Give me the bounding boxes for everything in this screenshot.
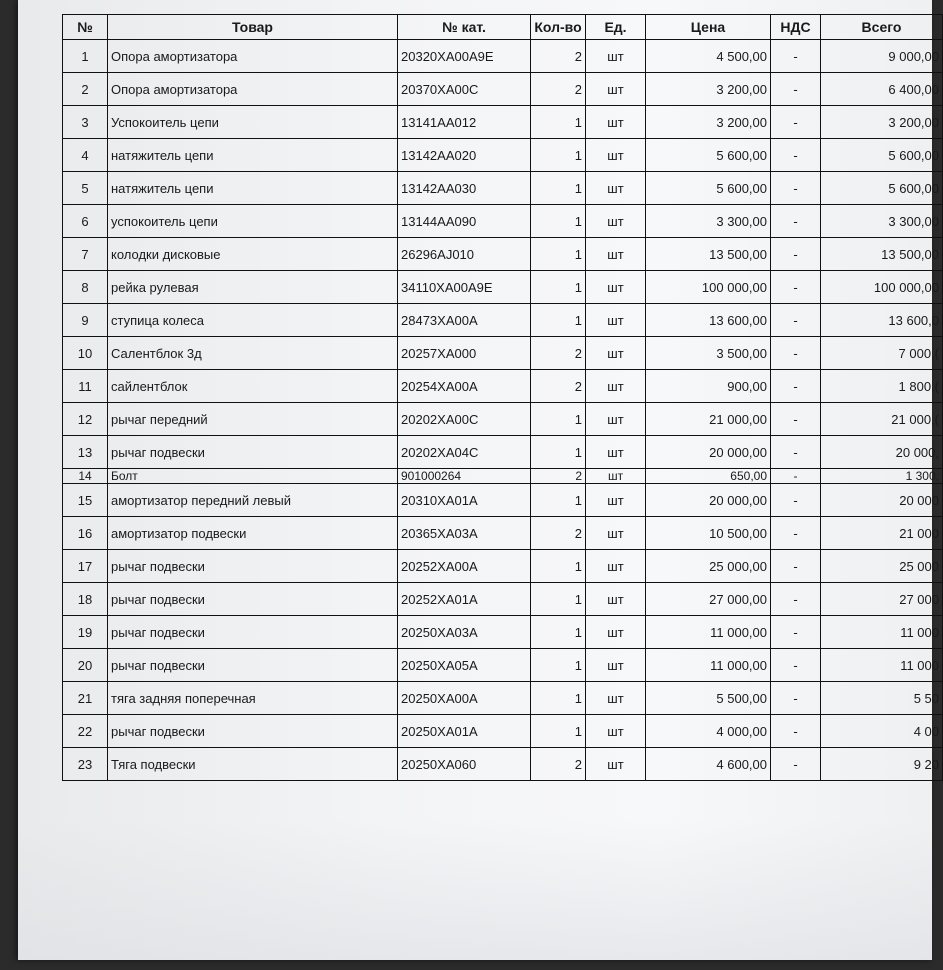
cell-vat: - — [771, 748, 821, 781]
cell-total: 6 400,00 — [821, 73, 943, 106]
cell-total: 4 00 — [821, 715, 943, 748]
cell-vat: - — [771, 139, 821, 172]
cell-price: 25 000,00 — [646, 550, 771, 583]
cell-total: 21 000,( — [821, 403, 943, 436]
cell-name: Успокоитель цепи — [108, 106, 398, 139]
cell-catalog: 20250XA060 — [398, 748, 531, 781]
cell-unit: шт — [586, 649, 646, 682]
cell-name: рычаг подвески — [108, 715, 398, 748]
cell-no: 23 — [63, 748, 108, 781]
table-row — [63, 550, 943, 583]
cell-unit: шт — [586, 583, 646, 616]
cell-unit: шт — [586, 517, 646, 550]
table-row — [63, 583, 943, 616]
cell-name: рычаг подвески — [108, 616, 398, 649]
cell-name: рычаг подвески — [108, 583, 398, 616]
cell-catalog: 20250XA01A — [398, 715, 531, 748]
cell-price: 3 200,00 — [646, 106, 771, 139]
cell-unit: шт — [586, 484, 646, 517]
cell-qty: 1 — [531, 304, 586, 337]
cell-price: 900,00 — [646, 370, 771, 403]
cell-qty: 1 — [531, 682, 586, 715]
cell-name: сайлентблок — [108, 370, 398, 403]
cell-no: 2 — [63, 73, 108, 106]
cell-qty: 1 — [531, 205, 586, 238]
cell-name: Болт — [108, 469, 398, 484]
cell-price: 4 000,00 — [646, 715, 771, 748]
cell-price: 650,00 — [646, 469, 771, 484]
table-row — [63, 484, 943, 517]
cell-qty: 1 — [531, 649, 586, 682]
cell-total: 3 200,00 — [821, 106, 943, 139]
cell-total: 1 800,( — [821, 370, 943, 403]
cell-total: 20 000, — [821, 436, 943, 469]
cell-price: 10 500,00 — [646, 517, 771, 550]
cell-price: 3 300,00 — [646, 205, 771, 238]
cell-no: 22 — [63, 715, 108, 748]
cell-price: 4 500,00 — [646, 40, 771, 73]
header-total: Всего — [821, 15, 943, 40]
cell-vat: - — [771, 550, 821, 583]
cell-qty: 2 — [531, 40, 586, 73]
header-price: Цена — [646, 15, 771, 40]
cell-vat: - — [771, 271, 821, 304]
cell-vat: - — [771, 682, 821, 715]
cell-no: 17 — [63, 550, 108, 583]
cell-catalog: 20202XA04C — [398, 436, 531, 469]
cell-catalog: 26296AJ010 — [398, 238, 531, 271]
table-row — [63, 436, 943, 469]
cell-name: рычаг подвески — [108, 550, 398, 583]
cell-total: 5 50 — [821, 682, 943, 715]
cell-catalog: 20257XA000 — [398, 337, 531, 370]
cell-vat: - — [771, 403, 821, 436]
cell-catalog: 34110XA00A9E — [398, 271, 531, 304]
cell-qty: 1 — [531, 238, 586, 271]
cell-qty: 1 — [531, 403, 586, 436]
table-row — [63, 139, 943, 172]
table-row — [63, 40, 943, 73]
cell-vat: - — [771, 583, 821, 616]
cell-name: колодки дисковые — [108, 238, 398, 271]
cell-unit: шт — [586, 40, 646, 73]
cell-name: рычаг подвески — [108, 649, 398, 682]
cell-unit: шт — [586, 73, 646, 106]
cell-no: 3 — [63, 106, 108, 139]
cell-no: 18 — [63, 583, 108, 616]
cell-no: 12 — [63, 403, 108, 436]
cell-qty: 2 — [531, 748, 586, 781]
cell-catalog: 20252XA00A — [398, 550, 531, 583]
cell-unit: шт — [586, 304, 646, 337]
cell-qty: 2 — [531, 73, 586, 106]
cell-vat: - — [771, 469, 821, 484]
header-unit: Ед. — [586, 15, 646, 40]
cell-qty: 1 — [531, 106, 586, 139]
cell-qty: 2 — [531, 370, 586, 403]
cell-unit: шт — [586, 550, 646, 583]
table-row — [63, 682, 943, 715]
cell-total: 27 000 — [821, 583, 943, 616]
header-row — [63, 15, 943, 40]
cell-unit: шт — [586, 403, 646, 436]
cell-catalog: 20252XA01A — [398, 583, 531, 616]
cell-catalog: 20250XA03A — [398, 616, 531, 649]
cell-price: 20 000,00 — [646, 436, 771, 469]
cell-total: 5 600,00 — [821, 172, 943, 205]
cell-unit: шт — [586, 469, 646, 484]
header-name: Товар — [108, 15, 398, 40]
table-row — [63, 205, 943, 238]
cell-qty: 2 — [531, 469, 586, 484]
cell-no: 5 — [63, 172, 108, 205]
cell-name: рычаг подвески — [108, 436, 398, 469]
table-row — [63, 238, 943, 271]
cell-total: 20 000 — [821, 484, 943, 517]
cell-total: 7 000,( — [821, 337, 943, 370]
cell-unit: шт — [586, 139, 646, 172]
cell-vat: - — [771, 172, 821, 205]
cell-price: 3 200,00 — [646, 73, 771, 106]
cell-total: 9 000,00 — [821, 40, 943, 73]
cell-price: 11 000,00 — [646, 649, 771, 682]
cell-unit: шт — [586, 370, 646, 403]
cell-catalog: 13141AA012 — [398, 106, 531, 139]
cell-no: 16 — [63, 517, 108, 550]
cell-price: 5 600,00 — [646, 172, 771, 205]
cell-catalog: 20310XA01A — [398, 484, 531, 517]
cell-no: 19 — [63, 616, 108, 649]
table-row — [63, 172, 943, 205]
cell-qty: 1 — [531, 436, 586, 469]
cell-no: 15 — [63, 484, 108, 517]
cell-vat: - — [771, 337, 821, 370]
cell-unit: шт — [586, 106, 646, 139]
cell-vat: - — [771, 616, 821, 649]
cell-no: 13 — [63, 436, 108, 469]
table-row — [63, 337, 943, 370]
cell-total: 5 600,00 — [821, 139, 943, 172]
cell-qty: 1 — [531, 583, 586, 616]
table-row — [63, 403, 943, 436]
cell-catalog: 20202XA00C — [398, 403, 531, 436]
table-row — [63, 304, 943, 337]
cell-no: 6 — [63, 205, 108, 238]
header-qty: Кол-во — [531, 15, 586, 40]
cell-no: 8 — [63, 271, 108, 304]
cell-unit: шт — [586, 436, 646, 469]
cell-no: 7 — [63, 238, 108, 271]
cell-vat: - — [771, 238, 821, 271]
cell-total: 3 300,00 — [821, 205, 943, 238]
cell-catalog: 20250XA05A — [398, 649, 531, 682]
cell-unit: шт — [586, 715, 646, 748]
cell-price: 5 500,00 — [646, 682, 771, 715]
cell-price: 13 600,00 — [646, 304, 771, 337]
cell-vat: - — [771, 484, 821, 517]
cell-unit: шт — [586, 238, 646, 271]
cell-vat: - — [771, 370, 821, 403]
cell-vat: - — [771, 73, 821, 106]
cell-unit: шт — [586, 205, 646, 238]
cell-no: 4 — [63, 139, 108, 172]
cell-qty: 1 — [531, 715, 586, 748]
table-row — [63, 517, 943, 550]
cell-name: Салентблок 3д — [108, 337, 398, 370]
cell-total: 13 600,0 — [821, 304, 943, 337]
cell-price: 20 000,00 — [646, 484, 771, 517]
cell-name: Опора амортизатора — [108, 40, 398, 73]
cell-vat: - — [771, 304, 821, 337]
cell-qty: 2 — [531, 517, 586, 550]
header-vat: НДС — [771, 15, 821, 40]
cell-unit: шт — [586, 616, 646, 649]
cell-qty: 1 — [531, 172, 586, 205]
cell-no: 9 — [63, 304, 108, 337]
cell-price: 3 500,00 — [646, 337, 771, 370]
cell-price: 21 000,00 — [646, 403, 771, 436]
invoice-table — [62, 14, 943, 781]
cell-catalog: 20320XA00A9E — [398, 40, 531, 73]
cell-qty: 2 — [531, 337, 586, 370]
cell-name: натяжитель цепи — [108, 139, 398, 172]
cell-catalog: 13142AA020 — [398, 139, 531, 172]
cell-unit: шт — [586, 271, 646, 304]
cell-name: успокоитель цепи — [108, 205, 398, 238]
cell-vat: - — [771, 40, 821, 73]
cell-no: 10 — [63, 337, 108, 370]
cell-total: 11 000 — [821, 649, 943, 682]
cell-qty: 1 — [531, 139, 586, 172]
header-catalog: № кат. — [398, 15, 531, 40]
cell-total: 1 300, — [821, 469, 943, 484]
cell-unit: шт — [586, 682, 646, 715]
table-row — [63, 715, 943, 748]
cell-catalog: 13144AA090 — [398, 205, 531, 238]
cell-name: Опора амортизатора — [108, 73, 398, 106]
cell-unit: шт — [586, 748, 646, 781]
table-row — [63, 271, 943, 304]
cell-name: рычаг передний — [108, 403, 398, 436]
table-row — [63, 73, 943, 106]
header-no: № — [63, 15, 108, 40]
cell-vat: - — [771, 517, 821, 550]
cell-unit: шт — [586, 172, 646, 205]
cell-vat: - — [771, 436, 821, 469]
cell-name: натяжитель цепи — [108, 172, 398, 205]
table-row — [63, 748, 943, 781]
cell-price: 13 500,00 — [646, 238, 771, 271]
cell-total: 100 000,00 — [821, 271, 943, 304]
cell-catalog: 20365XA03A — [398, 517, 531, 550]
cell-name: ступица колеса — [108, 304, 398, 337]
table-row — [63, 616, 943, 649]
cell-price: 11 000,00 — [646, 616, 771, 649]
cell-catalog: 13142AA030 — [398, 172, 531, 205]
cell-vat: - — [771, 649, 821, 682]
cell-no: 11 — [63, 370, 108, 403]
cell-total: 9 20 — [821, 748, 943, 781]
cell-price: 5 600,00 — [646, 139, 771, 172]
cell-vat: - — [771, 106, 821, 139]
cell-catalog: 20370XA00C — [398, 73, 531, 106]
cell-qty: 1 — [531, 484, 586, 517]
cell-total: 21 000 — [821, 517, 943, 550]
cell-catalog: 20254XA00A — [398, 370, 531, 403]
cell-price: 4 600,00 — [646, 748, 771, 781]
cell-catalog: 901000264 — [398, 469, 531, 484]
cell-unit: шт — [586, 337, 646, 370]
cell-name: амортизатор подвески — [108, 517, 398, 550]
cell-catalog: 20250XA00A — [398, 682, 531, 715]
cell-name: рейка рулевая — [108, 271, 398, 304]
cell-price: 100 000,00 — [646, 271, 771, 304]
cell-no: 20 — [63, 649, 108, 682]
cell-name: тяга задняя поперечная — [108, 682, 398, 715]
cell-no: 21 — [63, 682, 108, 715]
cell-qty: 1 — [531, 271, 586, 304]
cell-catalog: 28473XA00A — [398, 304, 531, 337]
cell-qty: 1 — [531, 616, 586, 649]
table-row — [63, 370, 943, 403]
cell-vat: - — [771, 205, 821, 238]
cell-qty: 1 — [531, 550, 586, 583]
cell-total: 25 000 — [821, 550, 943, 583]
cell-no: 14 — [63, 469, 108, 484]
cell-price: 27 000,00 — [646, 583, 771, 616]
cell-no: 1 — [63, 40, 108, 73]
cell-name: Тяга подвески — [108, 748, 398, 781]
cell-vat: - — [771, 715, 821, 748]
cell-total: 11 000 — [821, 616, 943, 649]
table-row — [63, 649, 943, 682]
cell-total: 13 500,00 — [821, 238, 943, 271]
table-row — [63, 469, 943, 484]
cell-name: амортизатор передний левый — [108, 484, 398, 517]
table-row — [63, 106, 943, 139]
